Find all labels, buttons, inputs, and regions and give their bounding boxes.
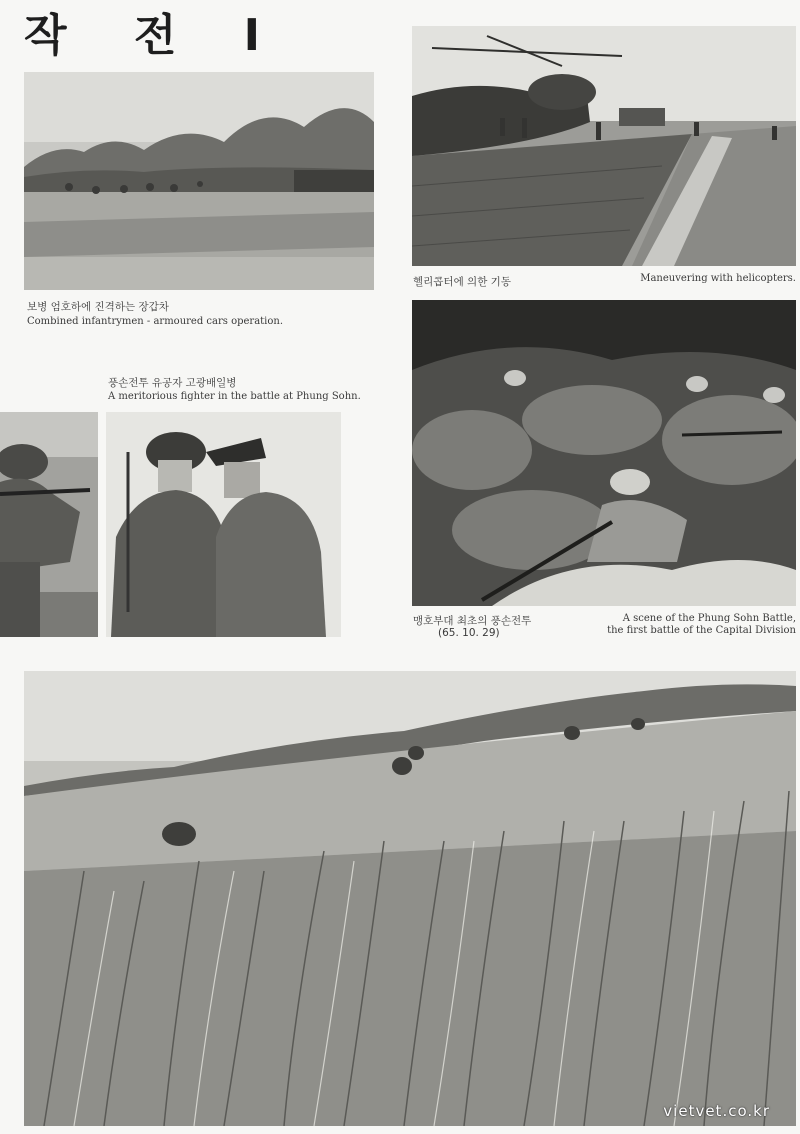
caption-meritorious-en: A meritorious fighter in the battle at Phung Sohn. xyxy=(108,391,361,402)
page-title: 작 전 I xyxy=(24,10,287,61)
photo-medal-ceremony xyxy=(106,412,341,637)
watermark-text: vietvet.co.kr xyxy=(663,1102,770,1120)
caption-phung-sohn-en-2: the first battle of the Capital Division xyxy=(607,625,796,636)
photo-soldier-rifle xyxy=(0,412,98,637)
photo-soldiers-tall-grass xyxy=(24,671,796,1126)
caption-phung-sohn-ko-1: 맹호부대 최초의 풍손전투 xyxy=(413,615,532,627)
caption-armoured-ko: 보병 엄호하에 진격하는 장갑차 xyxy=(27,301,169,313)
caption-meritorious-ko: 풍손전투 유공자 고광배일병 xyxy=(108,377,237,389)
caption-helicopter-ko: 헬리콥터에 의한 기동 xyxy=(413,276,511,288)
photo-armoured-cars xyxy=(24,72,374,290)
photo-phung-sohn-battle xyxy=(412,300,796,606)
photo-helicopter xyxy=(412,26,796,266)
caption-helicopter-en: Maneuvering with helicopters. xyxy=(640,273,796,284)
caption-phung-sohn-ko-2: (65. 10. 29) xyxy=(438,627,500,639)
caption-armoured-en: Combined infantrymen - armoured cars operation. xyxy=(27,316,284,327)
caption-phung-sohn-en-1: A scene of the Phung Sohn Battle, xyxy=(622,613,796,624)
